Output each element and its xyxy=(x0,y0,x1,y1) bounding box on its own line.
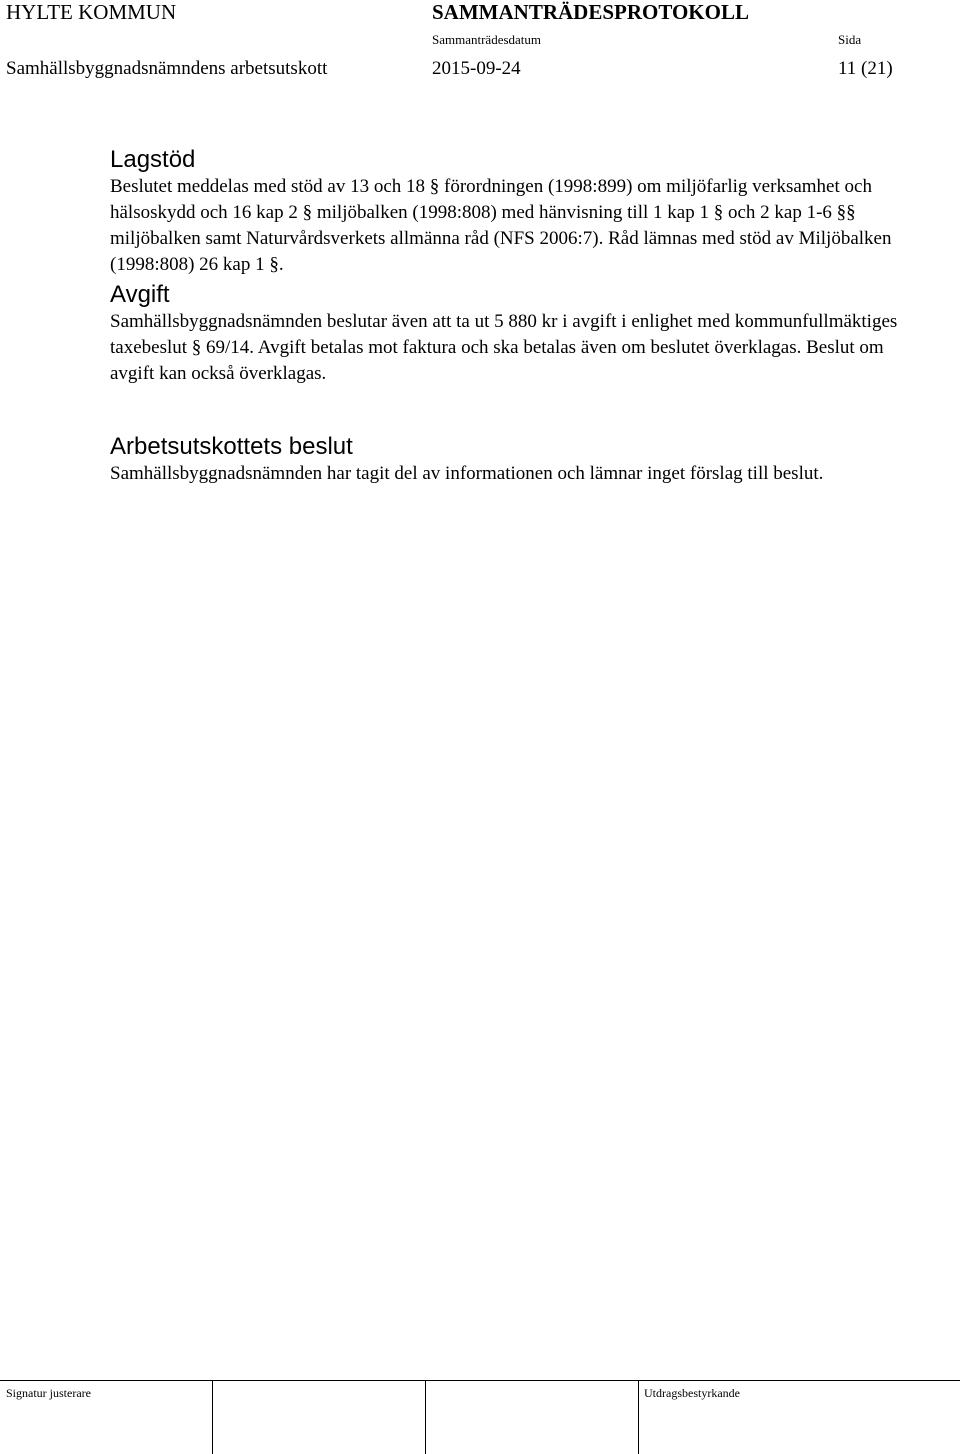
document-type-title: SAMMANTRÄDESPROTOKOLL xyxy=(432,0,749,24)
footer-column-divider xyxy=(638,1380,639,1454)
section-heading: Arbetsutskottets beslut xyxy=(110,433,353,460)
extract-certification-label: Utdragsbestyrkande xyxy=(644,1386,740,1400)
signature-footer xyxy=(0,1380,960,1454)
meeting-date-value: 2015-09-24 xyxy=(432,58,521,79)
page-number: 11 (21) xyxy=(838,58,893,79)
section-body: Beslutet meddelas med stöd av 13 och 18 § förordningen (1998:899) om miljöfarlig verksamhet och hälsoskydd och 16 kap 2 § miljöbalken (1998:808) med hänvisning till 1 kap 1 § och 2 kap 1-6 §§ miljöbalken samt Naturvårdsverkets allmänna råd (NFS 2006:7). Råd lämnas med stöd av Miljöbalken (1998:808) 26 kap 1 §. xyxy=(110,176,892,275)
footer-divider xyxy=(0,1380,960,1381)
organization-name: HYLTE KOMMUN xyxy=(6,0,177,24)
page-label: Sida xyxy=(838,32,862,47)
section-lagstod xyxy=(110,146,910,278)
protocol-content xyxy=(110,146,910,487)
section-arbetsutskottets-beslut xyxy=(110,433,910,487)
footer-column-divider xyxy=(425,1380,426,1454)
meeting-date-label: Sammanträdesdatum xyxy=(432,32,542,47)
section-heading: Avgift xyxy=(110,281,170,308)
section-avgift xyxy=(110,281,910,387)
section-body: Samhällsbyggnadsnämnden beslutar även att ta ut 5 880 kr i avgift i enlighet med kommunfullmäktiges taxebeslut § 69/14. Avgift betalas mot faktura och ska betalas även om beslutet överklagas. Beslut om avgift kan också överklagas. xyxy=(110,311,898,384)
section-heading: Lagstöd xyxy=(110,146,196,173)
signature-label: Signatur justerare xyxy=(6,1386,91,1400)
committee-name: Samhällsbyggnadsnämndens arbetsutskott xyxy=(6,58,328,79)
section-body: Samhällsbyggnadsnämnden har tagit del av informationen och lämnar inget förslag till beslut. xyxy=(110,463,824,484)
footer-column-divider xyxy=(212,1380,213,1454)
